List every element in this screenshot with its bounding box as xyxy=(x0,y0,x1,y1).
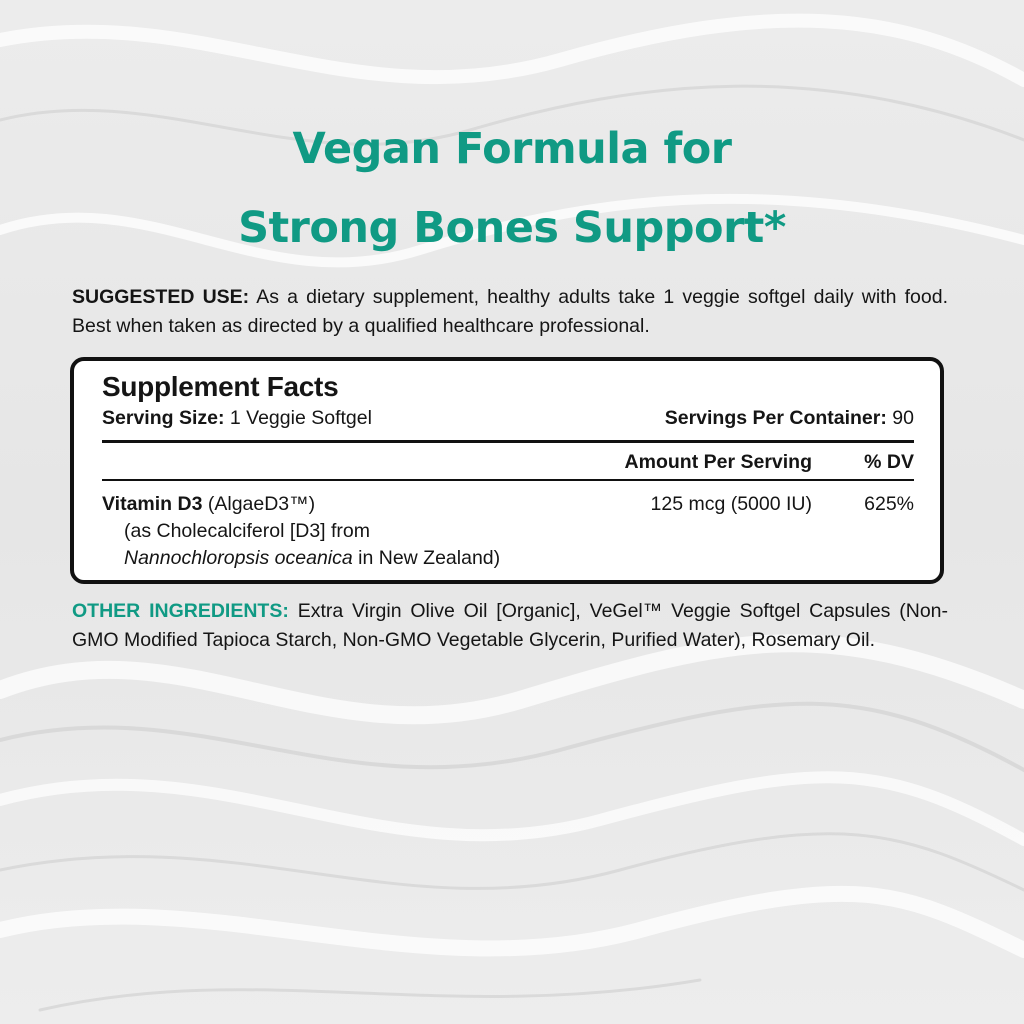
serving-size-value: 1 Veggie Softgel xyxy=(229,407,372,429)
suggested-use-label: SUGGESTED USE: xyxy=(72,286,250,308)
servings-per-container xyxy=(665,407,914,430)
servings-per-container-label: Servings Per Container: xyxy=(664,407,887,429)
nutrient-name xyxy=(102,493,315,516)
nutrient-dv: 625% xyxy=(864,493,914,515)
serving-size-label: Serving Size: xyxy=(102,407,225,429)
nutrient-amount: 125 mcg (5000 IU) xyxy=(650,493,812,515)
servings-per-container-value: 90 xyxy=(892,407,914,429)
headline-line-2: Strong Bones Support* xyxy=(238,203,786,253)
headline xyxy=(0,110,1024,268)
nutrient-source-line-1: (as Cholecalciferol [D3] from xyxy=(124,520,370,542)
suggested-use xyxy=(72,283,948,341)
other-ingredients xyxy=(72,597,948,655)
other-ingredients-label: OTHER INGREDIENTS: xyxy=(72,600,289,622)
nutrient-species: Nannochloropsis oceanica xyxy=(124,547,353,569)
supplement-facts-box xyxy=(70,357,944,584)
nutrient-name-label: Vitamin D3 xyxy=(102,493,203,515)
nutrient-source-origin: in New Zealand) xyxy=(358,547,501,569)
amount-per-serving-header: Amount Per Serving xyxy=(624,451,812,473)
thin-divider xyxy=(102,479,914,481)
nutrient-source-line-2 xyxy=(124,547,500,570)
headline-line-1: Vegan Formula for xyxy=(292,124,732,174)
other-ingredients-text: Extra Virgin Olive Oil [Organic], VeGel™ Veggie Softgel Capsules (Non-GMO Modified Tapioca Starch, Non-GMO Vegetable Glycerin, Purified Water), Rosemary Oil. xyxy=(72,600,948,651)
suggested-use-text: As a dietary supplement, healthy adults take 1 veggie softgel daily with food. Best when taken as directed by a qualified healthcare professional. xyxy=(72,286,949,337)
serving-size xyxy=(102,407,372,430)
nutrient-brand: (AlgaeD3™) xyxy=(207,493,316,515)
percent-dv-header: % DV xyxy=(864,451,914,473)
supplement-facts-title: Supplement Facts xyxy=(102,371,339,402)
thick-divider xyxy=(102,440,914,443)
